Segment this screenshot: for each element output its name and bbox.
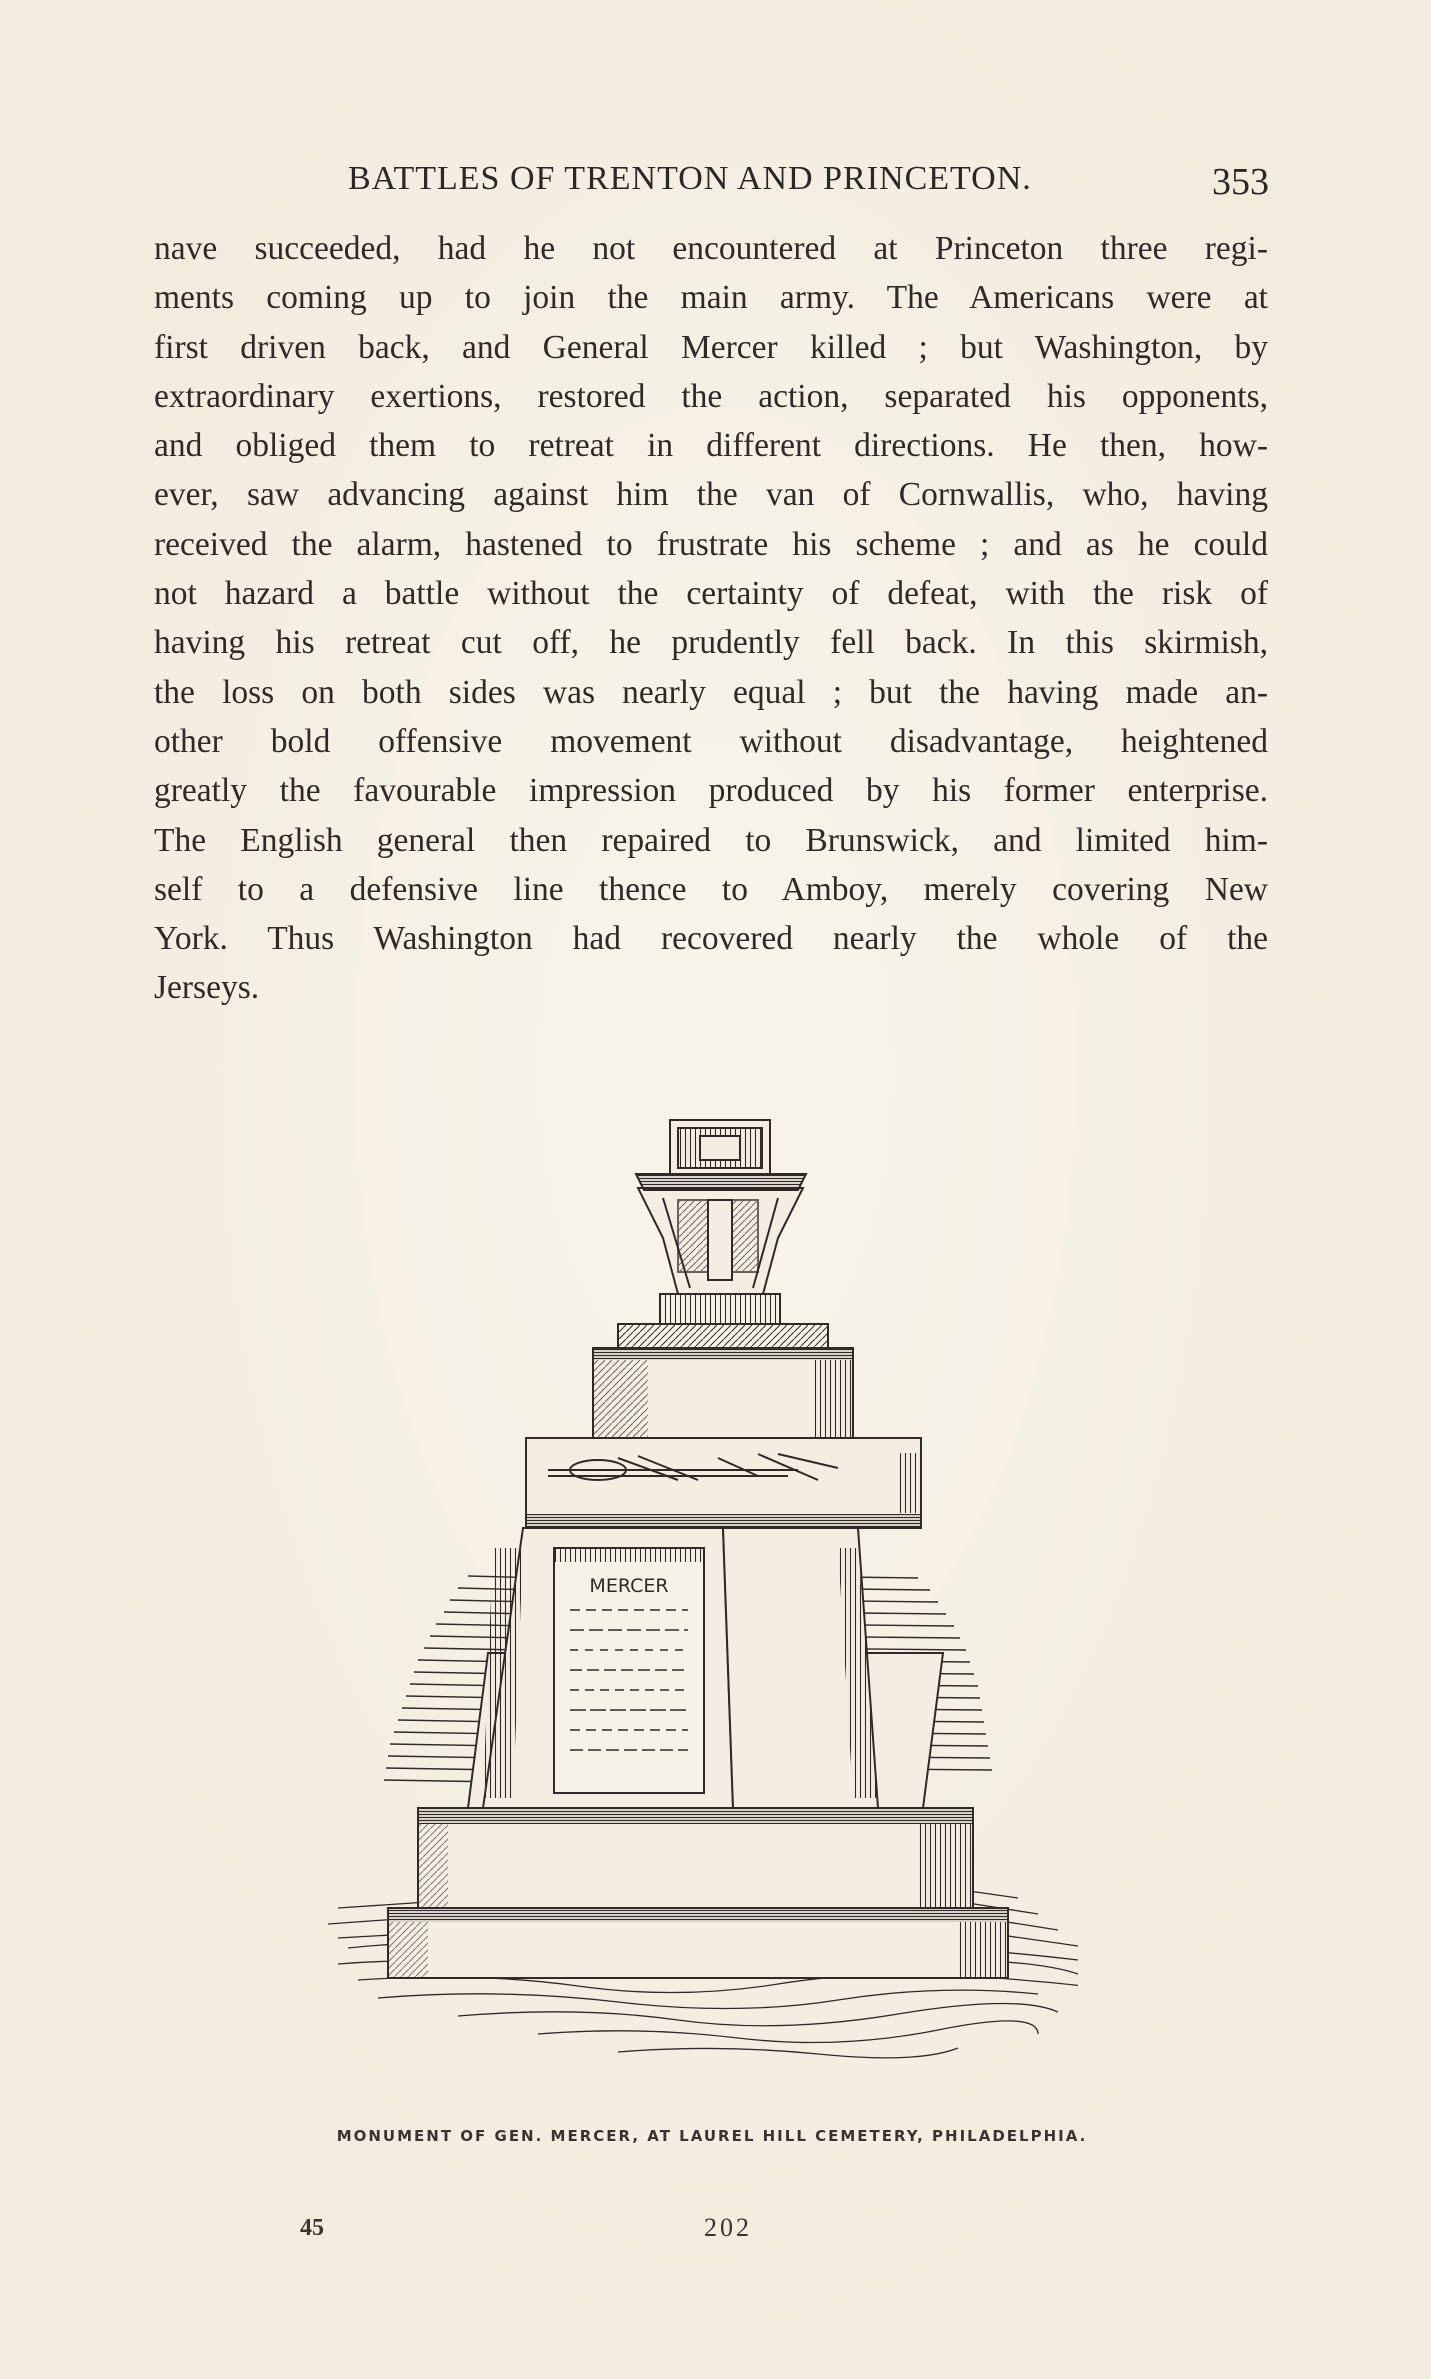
text-line: and obliged them to retreat in different directions. He then, how- xyxy=(154,427,1268,465)
text-line: extraordinary exertions, restored the action, separated his opponents, xyxy=(154,377,1268,415)
text-line: first driven back, and General Mercer killed ; but Washington, by xyxy=(154,328,1268,366)
text-line: not hazard a battle without the certainty of defeat, with the risk of xyxy=(154,575,1268,613)
text-line: having his retreat cut off, he prudently fell back. In this skirmish, xyxy=(154,624,1268,662)
text-line: received the alarm, hastened to frustrate his scheme ; and as he could xyxy=(154,525,1268,563)
urn-finial xyxy=(636,1120,806,1324)
text-line: the loss on both sides was nearly equal ; but the having made an- xyxy=(154,673,1268,711)
body-paragraph xyxy=(154,224,1268,1013)
text-line: greatly the favourable impression produced by his former enterprise. xyxy=(154,772,1268,810)
text-line: ments coming up to join the main army. The Americans were at xyxy=(154,279,1268,317)
text-line: other bold offensive movement without disadvantage, heightened xyxy=(154,722,1268,760)
text-line: ever, saw advancing against him the van of Cornwallis, who, having xyxy=(154,476,1268,514)
running-title: BATTLES OF TRENTON AND PRINCETON. xyxy=(348,160,1032,197)
text-line: Jerseys. xyxy=(154,969,260,1007)
text-line: self to a defensive line thence to Amboy, merely covering New xyxy=(154,870,1268,908)
monument-engraving xyxy=(318,1108,1078,2098)
inscription-text: MERCER xyxy=(589,1575,669,1597)
ornament-band xyxy=(618,1324,828,1348)
figure-caption: MONUMENT OF GEN. MERCER, AT LAUREL HILL CEMETERY, PHILADELPHIA. xyxy=(336,2127,1088,2145)
folio-number: 202 xyxy=(704,2213,752,2242)
text-line: The English general then repaired to Brunswick, and limited him- xyxy=(154,821,1268,859)
text-line: York. Thus Washington had recovered nearly the whole of the xyxy=(154,920,1268,958)
running-head xyxy=(0,160,1431,210)
page-number: 353 xyxy=(1212,161,1269,203)
text-line: nave succeeded, had he not encountered at Princeton three regi- xyxy=(154,230,1268,267)
signature-mark: 45 xyxy=(300,2215,324,2241)
